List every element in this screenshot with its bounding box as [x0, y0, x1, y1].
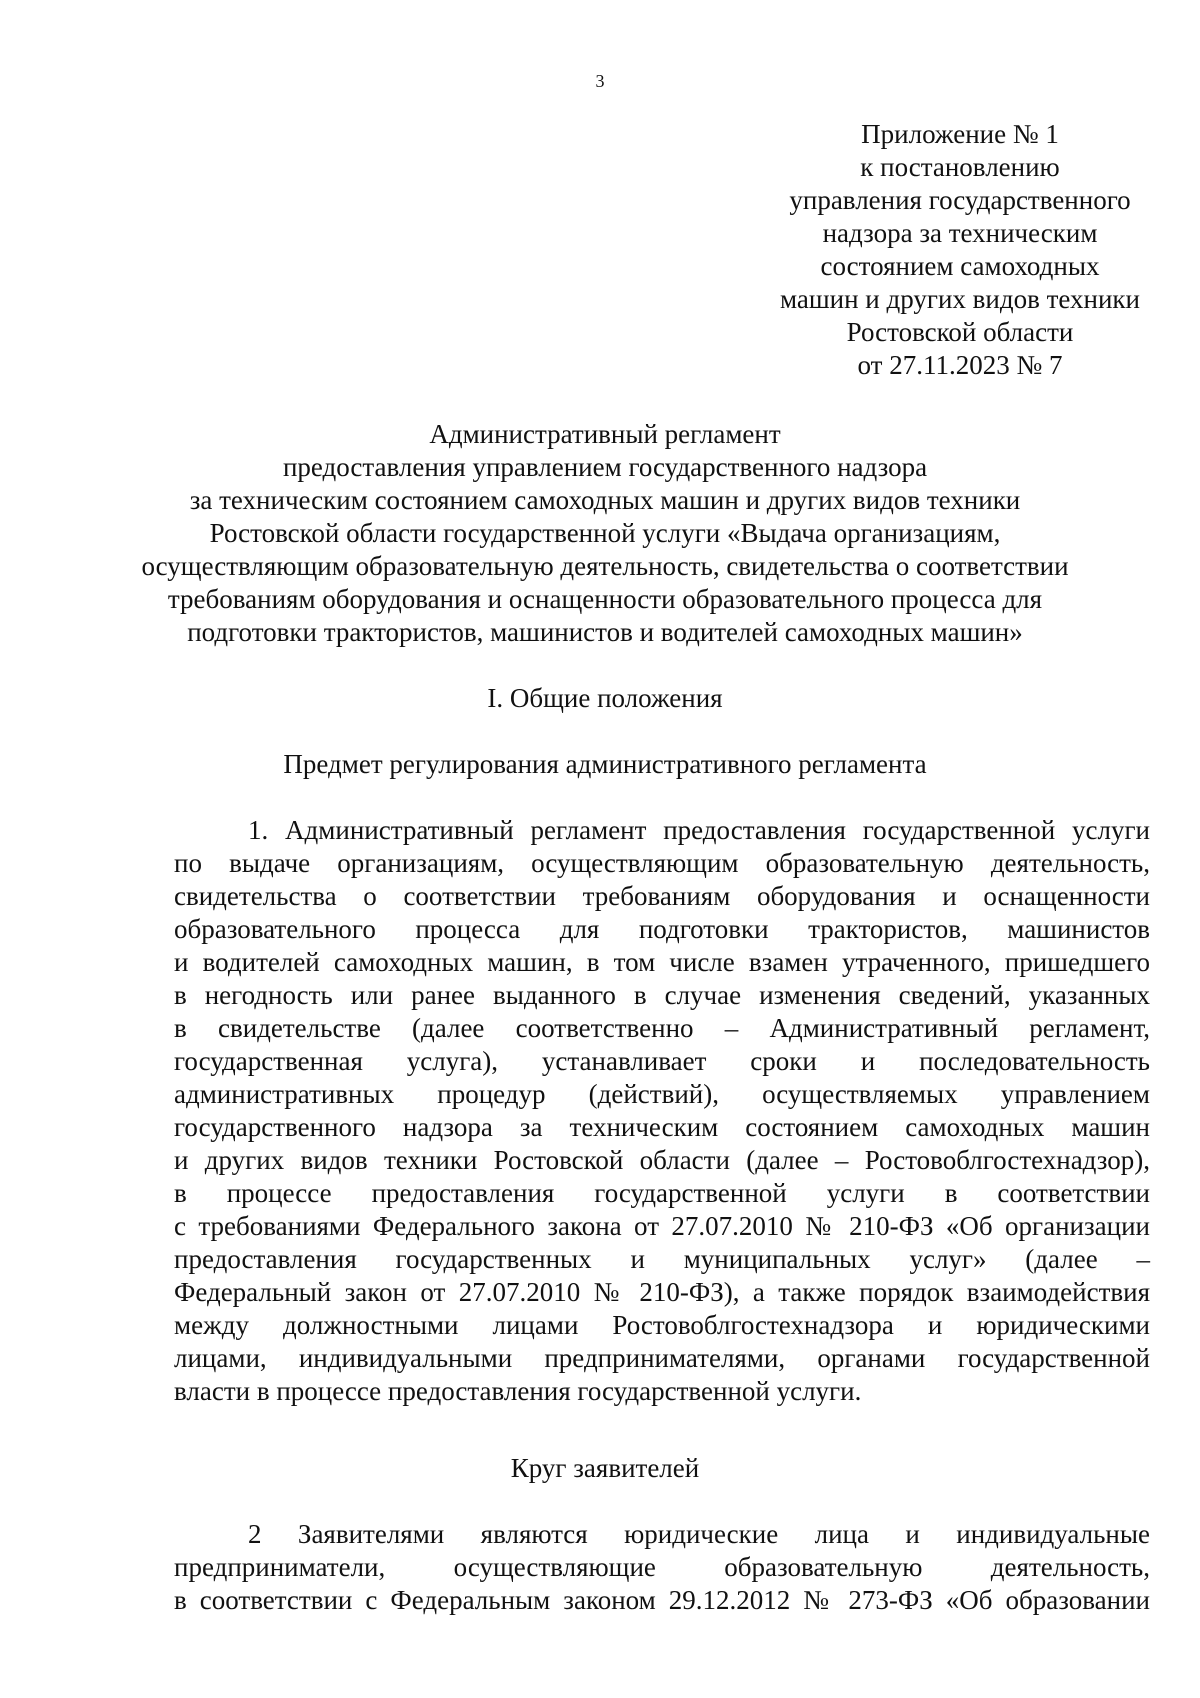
paragraph-line: в соответствии с Федеральным законом 29.12.2012 № 273-ФЗ «Об образовании — [174, 1585, 1150, 1615]
title-line: подготовки трактористов, машинистов и водителей самоходных машин» — [187, 617, 1023, 647]
appendix-line: к постановлению — [860, 152, 1060, 182]
paragraph-line: с требованиями Федерального закона от 27.07.2010 № 210-ФЗ «Об организации — [174, 1211, 1150, 1241]
appendix-line: Приложение № 1 — [861, 119, 1059, 149]
paragraph-line: и водителей самоходных машин, в том числе взамен утраченного, пришедшего — [174, 947, 1150, 977]
paragraph-2 — [174, 1518, 1150, 1617]
title-line: Ростовской области государственной услуги «Выдача организациям, — [209, 518, 1001, 548]
paragraph-line: образовательного процесса для подготовки трактористов, машинистов — [174, 914, 1150, 944]
document-title — [130, 418, 1080, 649]
appendix-line: управления государственного — [789, 185, 1131, 215]
paragraph-line: свидетельства о соответствии требованиям оборудования и оснащенности — [174, 881, 1150, 911]
appendix-line: Ростовской области — [846, 317, 1074, 347]
paragraph-line: по выдаче организациям, осуществляющим образовательную деятельность, — [174, 848, 1150, 878]
title-line: предоставления управлением государственного надзора — [282, 452, 928, 482]
appendix-header — [720, 118, 1200, 382]
title-line: Административный регламент — [429, 419, 781, 449]
appendix-line: машин и других видов техники — [779, 284, 1140, 314]
subsection-heading-subject: Предмет регулирования административного регламента — [283, 749, 927, 779]
subsection-heading-applicants: Круг заявителей — [510, 1453, 700, 1483]
paragraph-line: лицами, индивидуальными предпринимателями, органами государственной — [174, 1343, 1150, 1373]
paragraph-line: государственная услуга), устанавливает сроки и последовательность — [174, 1046, 1150, 1076]
appendix-line: состоянием самоходных — [820, 251, 1100, 281]
paragraph-line: административных процедур (действий), осуществляемых управлением — [174, 1079, 1150, 1109]
page-number: 3 — [595, 71, 605, 91]
paragraph-line: в свидетельстве (далее соответственно – Административный регламент, — [174, 1013, 1150, 1043]
appendix-line: от 27.11.2023 № 7 — [857, 350, 1063, 380]
title-line: за техническим состоянием самоходных машин и других видов техники — [189, 485, 1021, 515]
paragraph-line: предприниматели, осуществляющие образовательную деятельность, — [174, 1552, 1150, 1582]
paragraph-line: между должностными лицами Ростовоблгостехнадзора и юридическими — [174, 1310, 1150, 1340]
paragraph-line: 2 Заявителями являются юридические лица и индивидуальные — [248, 1519, 1150, 1549]
paragraph-line: 1. Административный регламент предоставления государственной услуги — [248, 815, 1150, 845]
paragraph-line: и других видов техники Ростовской области (далее – Ростовоблгостехнадзор), — [174, 1145, 1150, 1175]
title-line: требованиям оборудования и оснащенности образовательного процесса для — [167, 584, 1043, 614]
title-line: осуществляющим образовательную деятельность, свидетельства о соответствии — [141, 551, 1069, 581]
paragraph-line: государственного надзора за техническим состоянием самоходных машин — [174, 1112, 1150, 1142]
paragraph-line: в негодность или ранее выданного в случае изменения сведений, указанных — [174, 980, 1150, 1010]
paragraph-line: в процессе предоставления государственной услуги в соответствии — [174, 1178, 1150, 1208]
paragraph-line: Федеральный закон от 27.07.2010 № 210-ФЗ), а также порядок взаимодействия — [174, 1277, 1150, 1307]
paragraph-line: предоставления государственных и муниципальных услуг» (далее – — [174, 1244, 1150, 1274]
appendix-line: надзора за техническим — [822, 218, 1098, 248]
paragraph-1 — [174, 814, 1150, 1408]
paragraph-line: власти в процессе предоставления государственной услуги. — [174, 1376, 862, 1406]
section-heading: I. Общие положения — [487, 683, 723, 713]
